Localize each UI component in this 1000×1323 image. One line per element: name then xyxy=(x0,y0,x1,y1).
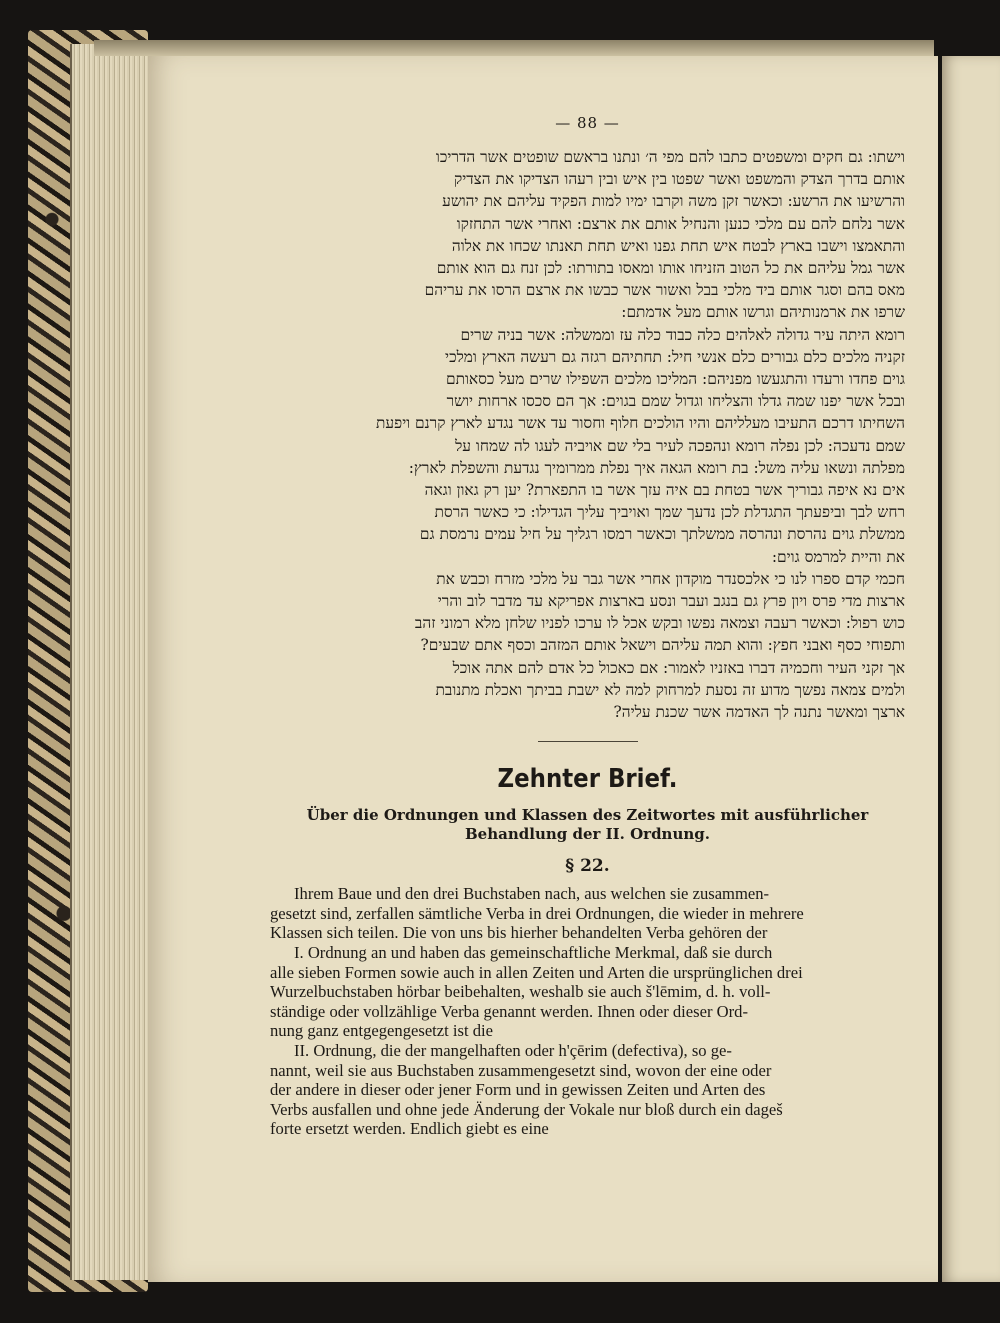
hebrew-line: אים נא איפה גבוריך אשר בטחת בם איה עזך אשר בו התפארת? יען רק גאון וגאה xyxy=(424,481,905,500)
hebrew-line: שרפו את ארמנותיהם וגרשו אותם מעל אדמתם: xyxy=(621,303,905,322)
hebrew-line: ותפוחי כסף ואבני חפץ: והוא תמה עליהם וישאל אותם המזהב וכסף אתם שבעים? xyxy=(420,636,905,655)
german-text-block xyxy=(270,884,905,1139)
hebrew-line: חכמי קדם ספרו לנו כי אלכסנדר מוקדון אחרי אשר גבר על מלכי מזרח וכבש את xyxy=(436,569,905,588)
page-number: — 88 — xyxy=(555,114,620,132)
hebrew-line: מפלתה ונשאו עליה משל: בת רומא הגאה איך נפלת ממרומיך נגדעת והשפלת לארץ: xyxy=(408,458,905,477)
hebrew-line: ממשלת גוים נהרסת ונהרסה ממשלתך וכאשר רמסו רגליך על חיל עמים נרמסת גם xyxy=(419,525,905,544)
subheading-line: Über die Ordnungen und Klassen des Zeitwortes mit ausführlicher xyxy=(306,806,869,825)
german-paragraph xyxy=(270,884,905,943)
section-number: § 22. xyxy=(565,856,610,877)
german-paragraph xyxy=(270,1041,905,1139)
german-line: II. Ordnung, die der mangelhaften oder h'çērim (defectiva), so ge- xyxy=(294,1041,732,1061)
hebrew-line: והרשיעו את הרשע: וכאשר זקן משה וקרבו ימיו למות הפקיד עליהם את יהושע xyxy=(442,192,905,211)
page-content xyxy=(270,110,905,1139)
hebrew-line: את והיית למרמס גוים: xyxy=(771,547,905,566)
hebrew-line: השחיתו דרכם התעיבו מעלליהם והיו הולכים חלוף וחסור עד אשר נגדע לארץ קרנם ויפעת xyxy=(376,414,905,433)
german-line: Klassen sich teilen. Die von uns bis hierher behandelten Verba gehören der xyxy=(270,923,768,943)
hebrew-line: וישתו: גם חקים ומשפטים כתבו להם מפי ה׳ ונתנו בראשם שופטים אשר הדריכו xyxy=(435,148,905,166)
top-page-edge xyxy=(94,40,934,56)
german-paragraph xyxy=(270,943,905,1041)
hebrew-line: אשר נלחם להם עם מלכי כנען והנחיל אותם את ארצם: ואחרי אשר התחזקו xyxy=(456,214,905,233)
hebrew-text-block xyxy=(270,146,905,723)
hebrew-line: גוים פחדו ורעדו והתגעשו מפניהם: המליכו מלכים השפילו שרים מעל כסאותם xyxy=(445,370,905,389)
hebrew-line: מאס בהם וסגר אותם ביד מלכי בבל ואשור אשר כבשו את ארצם הרסו את עריהם xyxy=(424,281,905,300)
german-line: forte ersetzt werden. Endlich giebt es eine xyxy=(270,1119,549,1139)
hebrew-line: רחש לבך וביפעתך התגדלת לכן נדעך שמך ואויביך עליך הגדילו: כי כאשר הרסת xyxy=(434,503,905,522)
chapter-subheading xyxy=(270,806,905,844)
german-line: Ihrem Baue und den drei Buchstaben nach, aus welchen sie zusammen- xyxy=(294,884,770,904)
german-line: Verbs ausfallen und ohne jede Änderung der Vokale nur bloß durch ein dageš xyxy=(270,1099,783,1119)
facing-page-edge xyxy=(942,56,1000,1282)
hebrew-line: אותם בדרך הצדק והמשפט ואשר שפטו בין איש ובין רעהו הצדיקו את הצדיק xyxy=(453,170,905,189)
hebrew-line: ובכל אשר יפנו שמה גדלו והצליחו וגדול שמם בגוים: אך הם סכסו ארחות יושר xyxy=(446,392,905,411)
subheading-line: Behandlung der II. Ordnung. xyxy=(465,825,710,844)
german-line: nung ganz entgegengesetzt ist die xyxy=(270,1021,494,1041)
chapter-heading: Zehnter Brief. xyxy=(497,764,678,795)
hebrew-line: רומא היתה עיר גדולה לאלהים כלה כבוד כלה עז וממשלה: אשר בניה שרים xyxy=(460,325,905,344)
german-line: alle sieben Formen sowie auch in allen Zeiten und Arten die ursprünglichen drei xyxy=(270,962,803,982)
german-line: gesetzt sind, zerfallen sämtliche Verba in drei Ordnungen, die wieder in mehrere xyxy=(270,903,804,923)
hebrew-line: ולמים צמאה נפשך מדוע זה נסעת למרחוק למה לא ישבת בביתך ואכלת מתנובת xyxy=(435,680,905,699)
hebrew-line: אך זקני העיר וחכמיה דברו באזניו לאמור: אם כאכול כל אדם להם אתה אוכל xyxy=(452,658,905,677)
hebrew-line: ארצך ומאשר נתנה לך האדמה אשר שכנת עליה? xyxy=(613,703,905,722)
german-line: der andere in dieser oder jener Form und in gewissen Zeiten und Arten des xyxy=(270,1080,766,1100)
german-line: I. Ordnung an und haben das gemeinschaftliche Merkmal, daß sie durch xyxy=(294,943,773,963)
hebrew-line: אשר גמל עליהם את כל הטוב הזניחו אותו ומאסו בתורתו: לכן זנח גם הוא אותם xyxy=(436,259,905,278)
hebrew-line: שמם נדעכה: לכן נפלה רומא ונהפכה לעיר בלי שם אויביה לעגו לה שמחו על xyxy=(455,436,905,455)
german-line: nannt, weil sie aus Buchstaben zusammengesetzt sind, wovon der eine oder xyxy=(270,1060,772,1080)
german-line: ständige oder vollzählige Verba genannt werden. Ihnen oder dieser Ord- xyxy=(270,1001,748,1021)
hebrew-line: והתאמצו וישבו בארץ לבטח איש תחת גפנו ואיש תחת תאנתו שכחו את אלוה xyxy=(451,236,905,255)
german-line: Wurzelbuchstaben hörbar beibehalten, weshalb sie auch š'lēmim, d. h. voll- xyxy=(270,982,771,1002)
section-divider xyxy=(538,741,638,742)
hebrew-line: זקניה מלכים כלם גבורים כלם אנשי חיל: תחתיהם רגזה גם רעשה הארץ ומלכי xyxy=(445,347,905,366)
hebrew-line: כוש רפול: וכאשר רעבה וצמאה נפשו ובקש אכל לו ערכו לפניו שלחן מלא רמוני זהב xyxy=(414,614,905,633)
hebrew-line: ארצות מדי פרס ויון פרץ גם בנגב ועבר ונסע בארצות אפריקא עד מדבר לוב והרי xyxy=(437,592,905,611)
